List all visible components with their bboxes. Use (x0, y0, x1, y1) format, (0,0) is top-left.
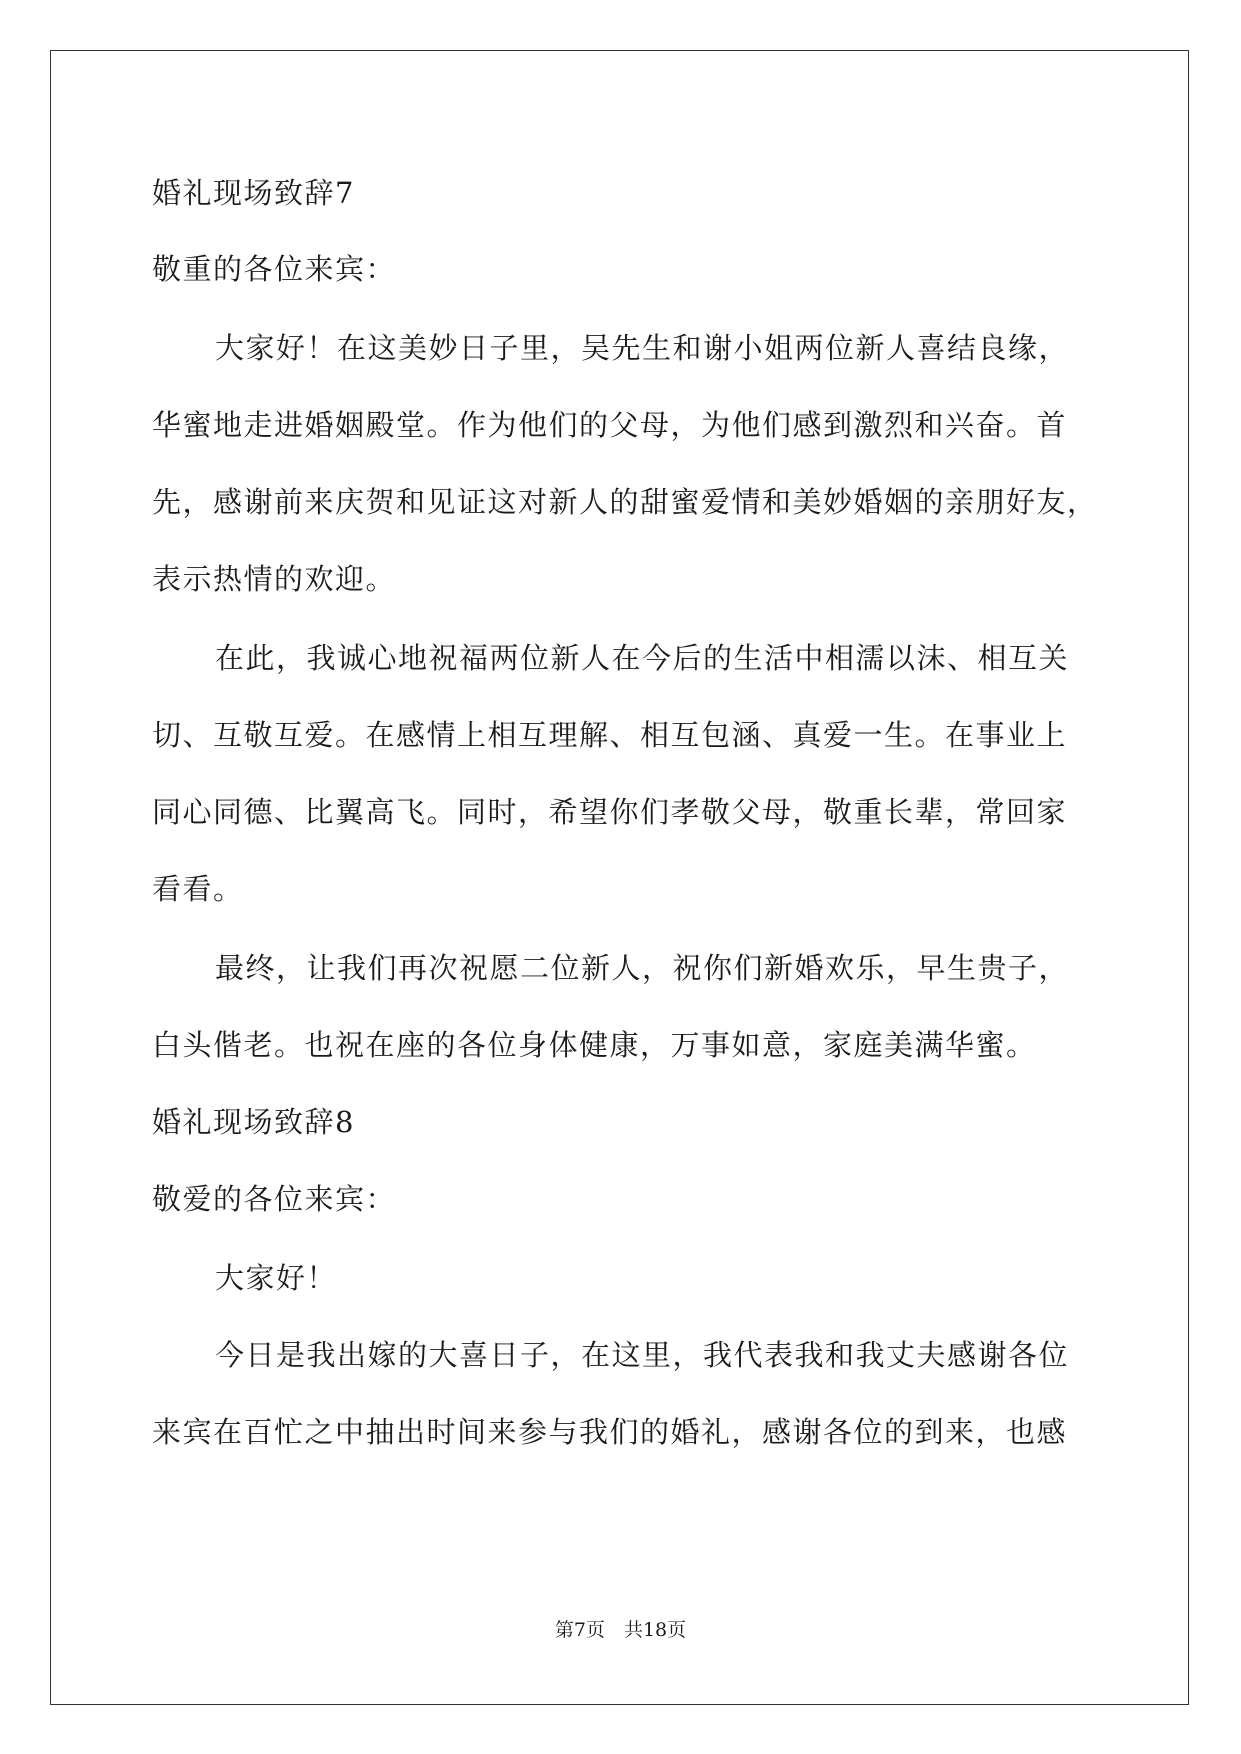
greeting: 大家好！ (215, 1261, 338, 1295)
page-number: 第7页 共18页 (554, 1619, 687, 1641)
paragraph-line: 看看。 (152, 872, 244, 906)
paragraph-line: 来宾在百忙之中抽出时间来参与我们的婚礼，感谢各位的到来，也感 (152, 1415, 1068, 1449)
salutation: 敬重的各位来宾： (152, 252, 397, 286)
paragraph-line: 华蜜地走进婚姻殿堂。作为他们的父母，为他们感到激烈和兴奋。首 (152, 408, 1068, 442)
section-title-8: 婚礼现场致辞8 (152, 1105, 355, 1139)
paragraph-line: 大家好！在这美妙日子里，吴先生和谢小姐两位新人喜结良缘， (215, 331, 1070, 365)
section-title-7: 婚礼现场致辞7 (152, 176, 355, 210)
paragraph-line: 今日是我出嫁的大喜日子，在这里，我代表我和我丈夫感谢各位 (215, 1338, 1070, 1372)
paragraph-line: 先，感谢前来庆贺和见证这对新人的甜蜜爱情和美妙婚姻的亲朋好友， (152, 485, 1098, 519)
paragraph-line: 最终，让我们再次祝愿二位新人，祝你们新婚欢乐，早生贵子， (215, 951, 1070, 985)
paragraph-line: 同心同德、比翼高飞。同时，希望你们孝敬父母，敬重长辈，常回家 (152, 795, 1068, 829)
paragraph-line: 切、互敬互爱。在感情上相互理解、相互包涵、真爱一生。在事业上 (152, 718, 1068, 752)
paragraph-line: 表示热情的欢迎。 (152, 562, 397, 596)
paragraph-line: 在此，我诚心地祝福两位新人在今后的生活中相濡以沫、相互关 (215, 641, 1070, 675)
salutation: 敬爱的各位来宾： (152, 1182, 397, 1216)
paragraph-line: 白头偕老。也祝在座的各位身体健康，万事如意，家庭美满华蜜。 (152, 1028, 1037, 1062)
